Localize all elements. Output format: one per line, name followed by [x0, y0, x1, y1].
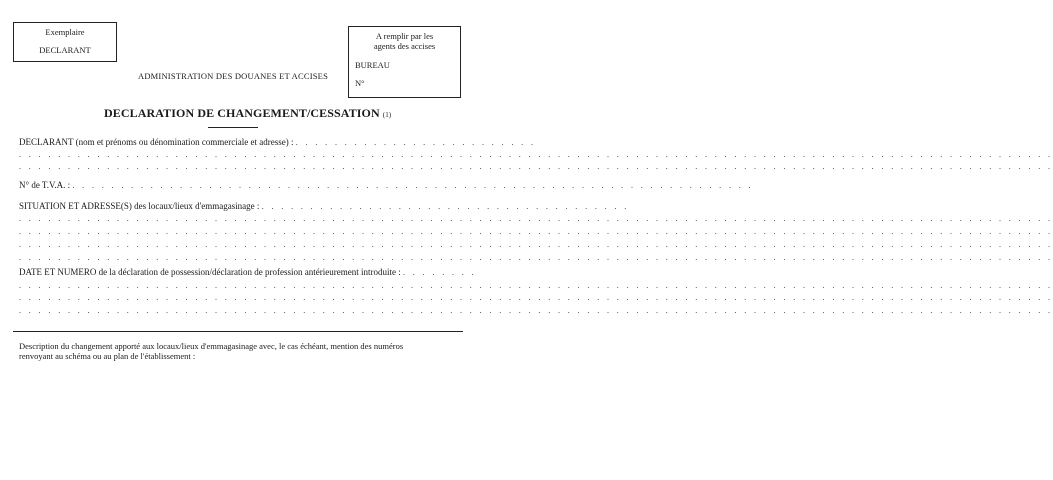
date-label: de la déclaration de possession/déclaration de profession antérieurement introduite :	[98, 267, 401, 277]
situation-line-2[interactable]: . . . . . . . . . . . . . . . . . . . . . . . . . . . . . . . . . . . . . . . . . . . . . . . . . . . . . . . . . . . . . . . . . . . . . . . . . . . . . . . . . . . . . . . . . . . . . . . . . . . . . . . . . .	[19, 214, 1053, 223]
date-dots: . . . . . . . .	[403, 268, 477, 277]
date-line-3[interactable]: . . . . . . . . . . . . . . . . . . . . . . . . . . . . . . . . . . . . . . . . . . . . . . . . . . . . . . . . . . . . . . . . . . . . . . . . . . . . . . . . . . . . . . . . . . . . . . . . . . . . . . . . . .	[19, 293, 1053, 302]
description-area[interactable]	[19, 364, 461, 470]
admin-box-line2: agents des accises	[373, 41, 436, 51]
declarant-field[interactable]	[19, 137, 536, 148]
description-line-2: renvoyant au schéma ou au plan de l'établissement :	[19, 351, 196, 361]
date-line-2[interactable]: . . . . . . . . . . . . . . . . . . . . . . . . . . . . . . . . . . . . . . . . . . . . . . . . . . . . . . . . . . . . . . . . . . . . . . . . . . . . . . . . . . . . . . . . . . . . . . . . . . . . . . . . . .	[19, 281, 1053, 290]
date-label-bold: DATE ET NUMERO	[19, 267, 97, 277]
date-field[interactable]	[19, 267, 477, 278]
declarant-dots: . . . . . . . . . . . . . . . . . . . . . . . . .	[295, 138, 536, 147]
description-line-1: Description du changement apporté aux locaux/lieux d'emmagasinage avec, le cas échéant, mention des numéros	[19, 341, 404, 351]
situation-line-4[interactable]: . . . . . . . . . . . . . . . . . . . . . . . . . . . . . . . . . . . . . . . . . . . . . . . . . . . . . . . . . . . . . . . . . . . . . . . . . . . . . . . . . . . . . . . . . . . . . . . . . . . . . . . . . .	[19, 240, 1053, 249]
tva-field[interactable]	[19, 180, 754, 191]
copy-box-recipient: DECLARANT	[39, 45, 91, 55]
date-line-4[interactable]: . . . . . . . . . . . . . . . . . . . . . . . . . . . . . . . . . . . . . . . . . . . . . . . . . . . . . . . . . . . . . . . . . . . . . . . . . . . . . . . . . . . . . . . . . . . . . . . . . . . . . . . . . .	[19, 306, 1053, 315]
situation-label: des locaux/lieux d'emmagasinage :	[134, 201, 260, 211]
admin-box	[348, 26, 461, 98]
situation-line-5[interactable]: . . . . . . . . . . . . . . . . . . . . . . . . . . . . . . . . . . . . . . . . . . . . . . . . . . . . . . . . . . . . . . . . . . . . . . . . . . . . . . . . . . . . . . . . . . . . . . . . . . . . . . . . . .	[19, 253, 1053, 262]
admin-box-line1: A remplir par les	[375, 31, 434, 41]
situation-line-3[interactable]: . . . . . . . . . . . . . . . . . . . . . . . . . . . . . . . . . . . . . . . . . . . . . . . . . . . . . . . . . . . . . . . . . . . . . . . . . . . . . . . . . . . . . . . . . . . . . . . . . . . . . . . . . .	[19, 227, 1053, 236]
situation-label-bold: SITUATION ET ADRESSE(S)	[19, 201, 132, 211]
situation-field[interactable]	[19, 201, 630, 212]
tva-label: N° de T.V.A. :	[19, 180, 71, 190]
title-underline	[208, 127, 258, 128]
page-title	[104, 106, 391, 121]
copy-box-label: Exemplaire	[45, 27, 85, 37]
page-title-note: (1)	[382, 111, 392, 119]
administration-header: ADMINISTRATION DES DOUANES ET ACCISES	[138, 71, 329, 81]
section-divider	[13, 331, 463, 332]
situation-dots: . . . . . . . . . . . . . . . . . . . . . . . . . . . . . . . . . . . . . .	[261, 202, 630, 211]
admin-box-bureau: BUREAU	[355, 60, 390, 70]
declarant-label: DECLARANT (nom et prénoms ou dénomination commerciale et adresse) :	[19, 137, 294, 147]
declarant-line-2[interactable]: . . . . . . . . . . . . . . . . . . . . . . . . . . . . . . . . . . . . . . . . . . . . . . . . . . . . . . . . . . . . . . . . . . . . . . . . . . . . . . . . . . . . . . . . . . . . . . . . . . . . . . . . . .	[19, 150, 1053, 159]
copy-box	[13, 22, 117, 62]
admin-box-number: N°	[355, 78, 365, 88]
page-title-text: DECLARATION DE CHANGEMENT/CESSATION	[104, 106, 380, 120]
tva-dots: . . . . . . . . . . . . . . . . . . . . . . . . . . . . . . . . . . . . . . . . . . . . . . . . . . . . . . . . . . . . . . . . . . . . . .	[72, 181, 754, 190]
declarant-line-3[interactable]: . . . . . . . . . . . . . . . . . . . . . . . . . . . . . . . . . . . . . . . . . . . . . . . . . . . . . . . . . . . . . . . . . . . . . . . . . . . . . . . . . . . . . . . . . . . . . . . . . . . . . . . . . .	[19, 162, 1053, 171]
